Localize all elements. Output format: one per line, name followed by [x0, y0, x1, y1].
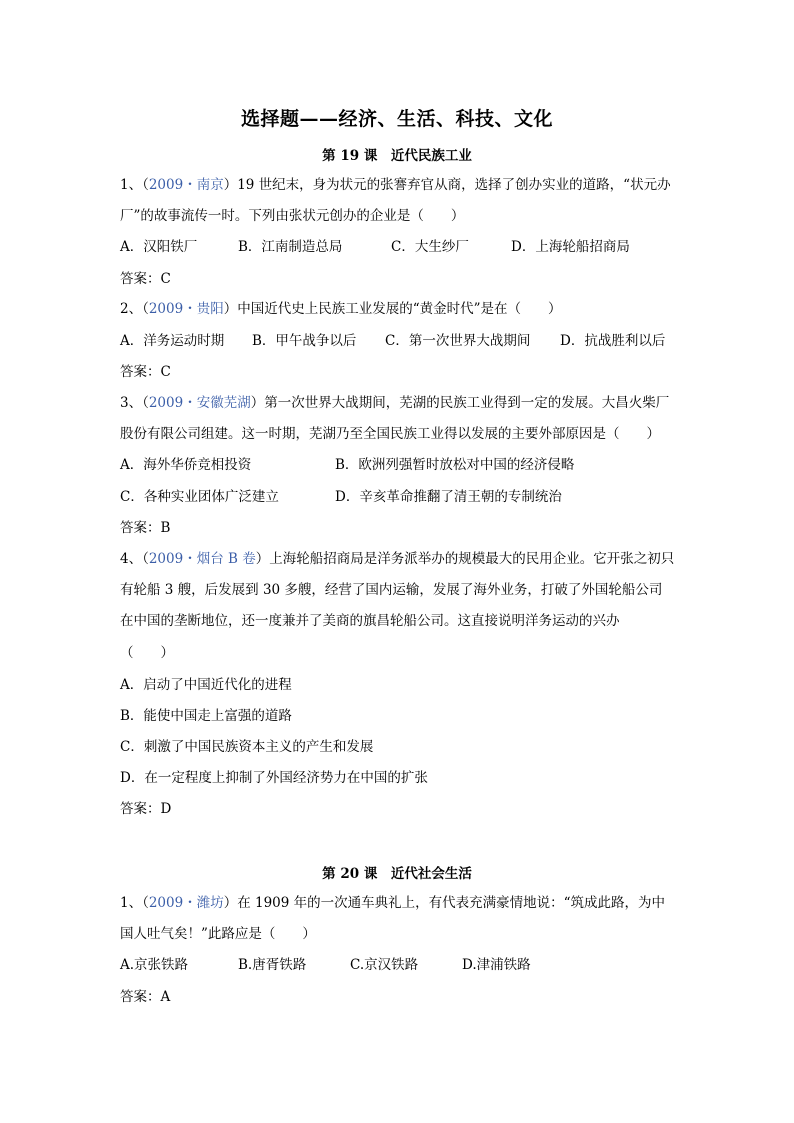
- question-text: ）上海轮船招商局是洋务派举办的规模最大的民用企业。它开张之初只: [255, 551, 675, 567]
- lesson-20-question-1-answer: 答案：A: [120, 989, 171, 1005]
- question-1-line-2: 厂”的故事流传一时。下列由张状元创办的企业是（ ）: [120, 208, 465, 224]
- question-4-line-4: （ ）: [120, 645, 174, 661]
- option-a: A．洋务运动时期: [120, 333, 225, 349]
- question-number: 3、（: [120, 395, 149, 411]
- question-4-answer: 答案：D: [120, 801, 172, 817]
- question-number: 1、（: [120, 895, 149, 911]
- question-3-line-2: 股份有限公司组建。这一时期，芜湖乃至全国民族工业得以发展的主要外部原因是（ ）: [120, 426, 660, 442]
- question-number: 1、（: [120, 177, 149, 193]
- question-source: 2009・南京: [148, 177, 224, 193]
- question-2-line-1: [120, 299, 562, 319]
- lesson-19-title: 第 19 课 近代民族工业: [322, 148, 472, 164]
- question-text: ）19 世纪末，身为状元的张謇弃官从商，选择了创办实业的道路，“状元办: [223, 177, 671, 193]
- option-b: B.唐胥铁路: [238, 957, 307, 973]
- option-a: A．海外华侨竞相投资: [120, 457, 252, 473]
- option-b: B．能使中国走上富强的道路: [120, 708, 292, 724]
- question-source: 2009・贵阳: [148, 301, 224, 317]
- option-d: D.津浦铁路: [462, 957, 531, 973]
- option-c: C．刺激了中国民族资本主义的产生和发展: [120, 739, 374, 755]
- option-c: C．第一次世界大战期间: [385, 333, 531, 349]
- option-d: D．上海轮船招商局: [511, 239, 630, 255]
- option-c: C．大生纱厂: [391, 239, 469, 255]
- lesson-20-question-1-line-1: [120, 893, 665, 913]
- lesson-20-title: 第 20 课 近代社会生活: [322, 866, 472, 882]
- option-b: B．甲午战争以后: [252, 333, 357, 349]
- lesson-20-question-1-line-2: 国人吐气矣！”此路应是（ ）: [120, 926, 316, 942]
- option-d: D．抗战胜利以后: [560, 333, 666, 349]
- page-title: 选择题——经济、生活、科技、文化: [240, 108, 553, 130]
- question-1-line-1: [120, 175, 671, 195]
- question-4-line-1: [120, 549, 674, 569]
- option-a: A．汉阳铁厂: [120, 239, 198, 255]
- question-3-answer: 答案：B: [120, 520, 171, 536]
- question-text: ）在 1909 年的一次通车典礼上，有代表充满豪情地说：“筑成此路，为中: [223, 895, 666, 911]
- option-c: C.京汉铁路: [350, 957, 419, 973]
- option-b: B．江南制造总局: [238, 239, 343, 255]
- question-text: ）第一次世界大战期间，芜湖的民族工业得到一定的发展。大昌火柴厂: [250, 395, 670, 411]
- question-number: 4、（: [120, 551, 149, 567]
- option-d: D．辛亥革命推翻了清王朝的专制统治: [335, 489, 562, 505]
- option-a: A.京张铁路: [120, 957, 189, 973]
- question-source: 2009・烟台 B 卷: [148, 551, 256, 567]
- option-c: C．各种实业团体广泛建立: [120, 489, 279, 505]
- question-source: 2009・安徽芜湖: [148, 395, 251, 411]
- question-3-line-1: [120, 393, 669, 413]
- question-text: ）中国近代史上民族工业发展的“黄金时代”是在（ ）: [223, 301, 562, 317]
- option-b: B．欧洲列强暂时放松对中国的经济侵略: [335, 457, 575, 473]
- question-number: 2、（: [120, 301, 149, 317]
- question-4-line-3: 在中国的垄断地位，还一度兼并了美商的旗昌轮船公司。这直接说明洋务运动的兴办: [120, 613, 620, 629]
- question-1-answer: 答案：C: [120, 271, 171, 287]
- option-d: D．在一定程度上抑制了外国经济势力在中国的扩张: [120, 770, 428, 786]
- question-2-answer: 答案：C: [120, 364, 171, 380]
- option-a: A．启动了中国近代化的进程: [120, 677, 292, 693]
- question-source: 2009・潍坊: [148, 895, 224, 911]
- question-4-line-2: 有轮船 3 艘，后发展到 30 多艘，经营了国内运输，发展了海外业务，打破了外国轮船公司: [120, 582, 663, 598]
